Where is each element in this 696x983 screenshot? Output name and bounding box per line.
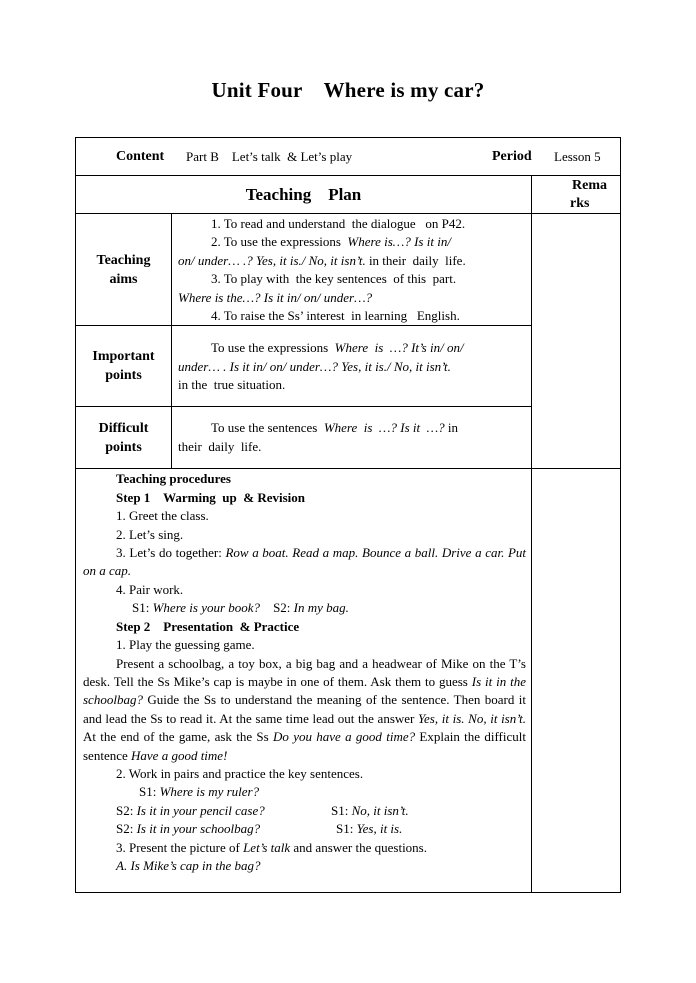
teaching-aims-label-line1: Teaching [96, 252, 151, 268]
aim-2 [178, 233, 525, 251]
dialogue-line: In my bag. [293, 600, 349, 616]
aim-2-cont-text: in their daily life. [365, 252, 466, 268]
difficult-text: To use the sentences [211, 420, 324, 436]
difficult-points-label-line1: Difficult [98, 420, 149, 436]
aim-1: 1. To read and understand the dialogue on P42. [211, 216, 466, 231]
difficult-line-1 [178, 419, 525, 437]
aim-3: 3. To play with the key sentences of this part. [211, 271, 457, 287]
important-line-2: under… . Is it in/ on/ under…? Yes, it is./ No, it isn’t. [178, 358, 451, 374]
dialogue-speaker: S2: [116, 802, 137, 818]
step-1-heading: Step 1 Warming up & Revision [116, 489, 306, 505]
header-row [76, 138, 621, 176]
dialogue-speaker: S2: [116, 821, 137, 837]
content-label: Content [116, 149, 165, 164]
difficult-italic: Where is …? Is it …? [323, 420, 445, 436]
dialogue-speaker: S1: [331, 802, 352, 818]
difficult-points-label [76, 407, 172, 469]
remarks-cell-top [532, 214, 621, 469]
difficult-end: in [444, 420, 459, 436]
difficult-line-2: their daily life. [178, 438, 262, 454]
important-points-content [172, 326, 532, 407]
important-line-3: in the true situation. [178, 377, 286, 393]
procedures-heading: Teaching procedures [116, 471, 231, 487]
period-value: Lesson 5 [554, 149, 601, 164]
aim-3-cont: Where is the…? Is it in/ on/ under…? [178, 289, 373, 305]
period-label: Period [492, 149, 532, 164]
step-1-item-3-italic-2: Drive a car. Put on a cap. [83, 545, 527, 579]
para-italic: Do you have a good time? [273, 729, 416, 745]
step-2-paragraph [83, 655, 526, 765]
teaching-procedures [76, 469, 532, 893]
plan-heading: Teaching Plan [245, 184, 362, 204]
item-italic: Let’s talk [243, 839, 291, 855]
remarks-cell-bottom [532, 469, 621, 893]
important-text: To use the expressions [211, 340, 335, 356]
para-text: Explain the difficult sentence [83, 729, 526, 763]
step-1-item-3 [83, 544, 526, 581]
item-text: 3. Present the picture of [116, 839, 244, 855]
aim-2-cont [178, 252, 525, 270]
aim-2-text: 2. To use the expressions [211, 234, 348, 250]
difficult-points-label-line2: points [105, 439, 142, 455]
step-2-item-1: 1. Play the guessing game. [116, 637, 255, 653]
aim-4: 4. To raise the Ss’ interest in learning English. [211, 308, 460, 324]
para-italic: Is it in the schoolbag? [83, 673, 526, 708]
dialogue-line: Where is my ruler? [159, 784, 260, 800]
step-2-item-2: 2. Work in pairs and practice the key sentences. [116, 765, 364, 781]
para-text: Guide the Ss to understand the meaning of the sentence. Then board it and lead the Ss to read it. At the same time lead out the answer [83, 692, 526, 726]
remarks-heading-line1: Rema [572, 178, 607, 193]
step-2-item-3 [83, 839, 526, 857]
step-1-pair-dialogue [83, 599, 526, 617]
important-line-1 [178, 339, 525, 357]
dialogue-line: No, it isn’t. [351, 802, 409, 818]
dialogue-line: Is it in your pencil case? [136, 802, 265, 818]
question-a: A. Is Mike’s cap in the bag? [116, 857, 261, 873]
dialogue-line: Yes, it is. [356, 821, 403, 837]
para-italic: Yes, it is. No, it isn’t. [418, 710, 526, 726]
remarks-heading-cell [532, 176, 621, 214]
step-1-item-3-text: 3. Let’s do together: [116, 545, 226, 561]
step-1-item-2: 2. Let’s sing. [116, 526, 184, 542]
dialogue-row-3 [83, 820, 526, 838]
lesson-plan-table [75, 137, 621, 893]
step-1-item-3-italic: Row a boat. Read a map. Bounce a ball. [225, 545, 439, 561]
important-points-label-line1: Important [92, 349, 155, 365]
dialogue-line: Where is your book? [152, 600, 261, 616]
teaching-aims-label [76, 214, 172, 326]
aim-2-italic: Where is…? Is it in/ [347, 234, 451, 250]
dialogue-speaker: S2: [260, 600, 294, 616]
dialogue-speaker: S1: [139, 784, 160, 800]
dialogue-row-1 [83, 783, 526, 801]
item-text: and answer the questions. [290, 839, 427, 855]
document-title: Unit Four Where is my car? [211, 78, 485, 102]
para-italic: Have a good time! [131, 747, 228, 763]
remarks-heading-line2: rks [570, 196, 590, 211]
important-points-label-line2: points [105, 368, 142, 384]
content-value: Part B Let’s talk & Let’s play [186, 149, 353, 164]
important-italic: Where is …? It’s in/ on/ [334, 340, 464, 356]
dialogue-speaker: S1: [132, 600, 153, 616]
difficult-points-content [172, 407, 532, 469]
important-points-label [76, 326, 172, 407]
dialogue-line: Is it in your schoolbag? [136, 821, 261, 837]
para-text: At the end of the game, ask the Ss [83, 729, 274, 745]
teaching-aims-content [172, 214, 532, 326]
dialogue-row-2-reply [331, 802, 409, 820]
teaching-aims-label-line2: aims [109, 271, 138, 287]
aim-2-cont-italic: on/ under… .? Yes, it is./ No, it isn’t. [178, 252, 366, 268]
dialogue-row-3-reply [336, 820, 402, 838]
plan-heading-cell [76, 176, 532, 214]
dialogue-row-2 [83, 802, 526, 820]
para-text: Present a schoolbag, a toy box, a big bag and a headwear of Mike on the T’s desk. Tell the Ss Mike’s cap is maybe in one of them. Ask them to guess [83, 655, 526, 689]
step-1-item-1: 1. Greet the class. [116, 508, 209, 524]
dialogue-speaker: S1: [336, 821, 357, 837]
step-1-item-4: 4. Pair work. [116, 581, 184, 597]
step-2-heading: Step 2 Presentation & Practice [116, 618, 300, 634]
